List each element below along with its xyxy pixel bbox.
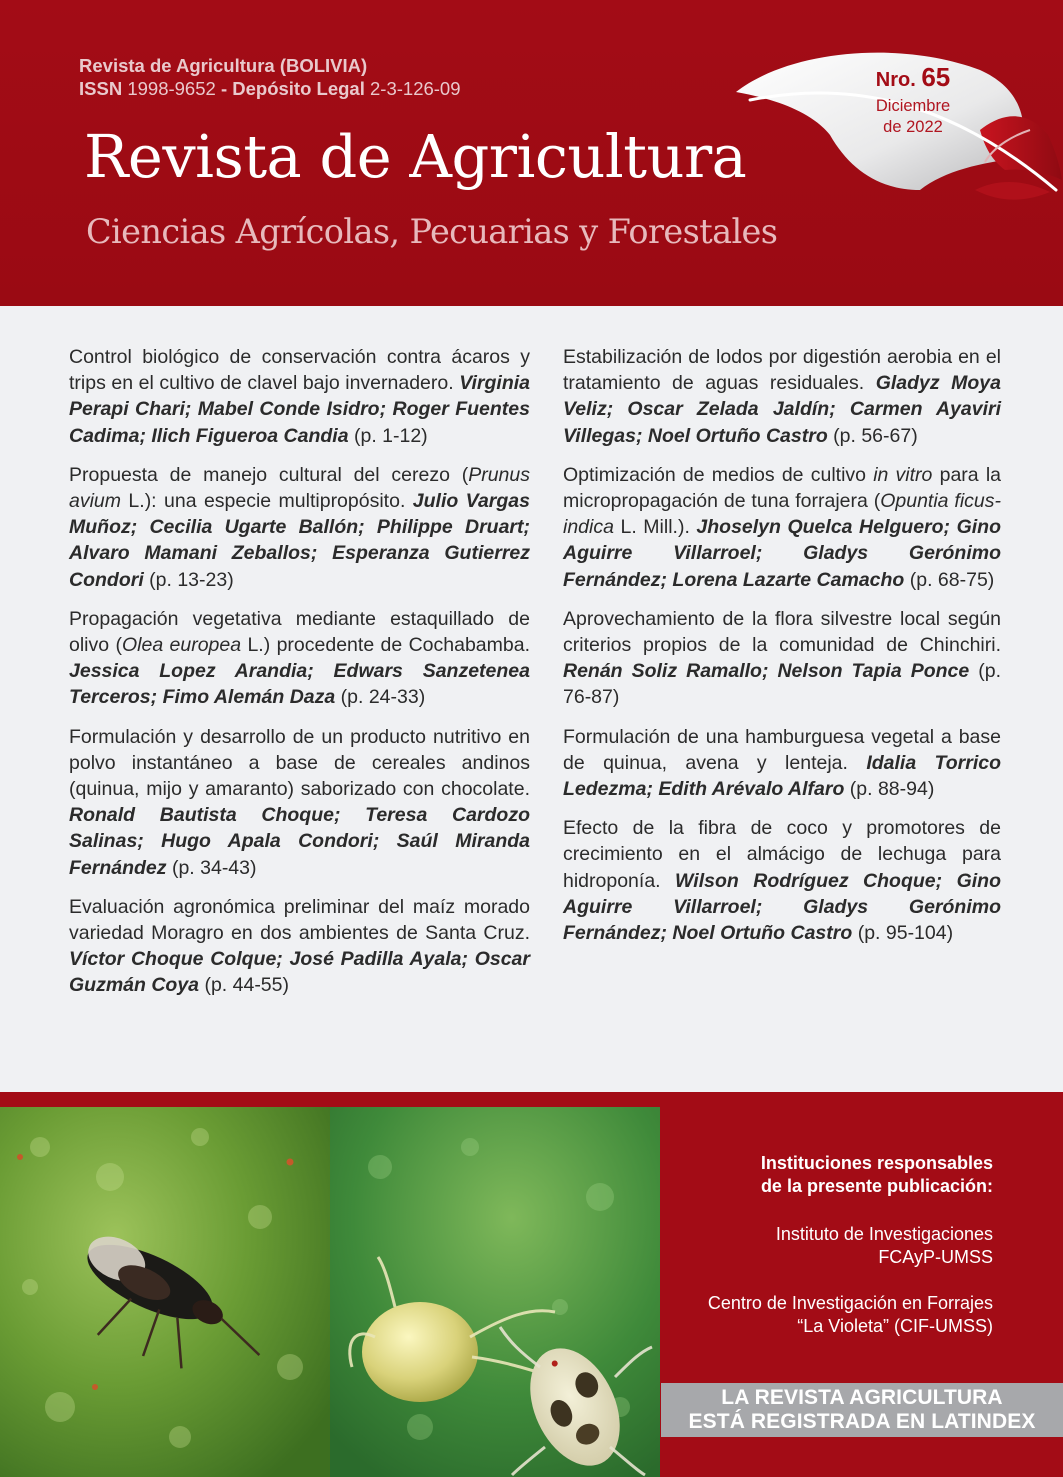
article-authors: Jessica Lopez Arandia; Edwars Sanzetenea Terceros; Fimo Alemán Daza: [69, 660, 530, 709]
article-title: Aprovechamiento de la flora silvestre local según criterios propios de la comunidad de Chinchiri.: [563, 607, 1001, 657]
article-title: Formulación y desarrollo de un producto nutritivo en polvo instantáneo a base de cereales andinos (quinua, mijo y amaranto) saborizado con chocolate.: [69, 725, 530, 801]
article-pages: (p. 88-94): [844, 778, 935, 801]
institution-name: Instituto de Investigaciones: [775, 1224, 993, 1244]
article-entry: [69, 894, 530, 999]
article-entry: [69, 462, 530, 593]
article-title: Evaluación agronómica preliminar del maíz morado variedad Moragro en dos ambientes de Santa Cruz.: [69, 895, 530, 945]
institution-affiliation: FCAyP-UMSS: [878, 1246, 993, 1267]
article-authors: Víctor Choque Colque; José Padilla Ayala; Oscar Guzmán Coya: [69, 948, 530, 997]
article-title-cont: L. Mill.).: [613, 516, 697, 539]
article-entry: [69, 606, 530, 711]
article-authors: Jhoselyn Quelca Helguero; Gino Aguirre Villarroel; Gladys Gerónimo Fernández; Lorena Lazarte Camacho: [563, 516, 1001, 591]
article-authors: Renán Soliz Ramallo; Nelson Tapia Ponce: [563, 660, 970, 683]
article-pages: (p. 44-55): [199, 974, 289, 997]
article-title: Optimización de medios de cultivo: [563, 463, 874, 486]
article-authors: Virginia Perapi Chari; Mabel Conde Isidro; Roger Fuentes Cadima; Ilich Figueroa Candia: [69, 372, 530, 447]
institution-name: Centro de Investigación en Forrajes: [707, 1293, 993, 1313]
articles-right-column: [563, 344, 1001, 959]
issue-number: 65: [921, 62, 951, 92]
italic-term: in vitro: [873, 463, 933, 486]
article-title-cont: L.) procedente de Cochabamba.: [241, 634, 530, 657]
institution-affiliation: “La Violeta” (CIF-UMSS): [797, 1315, 993, 1336]
article-pages: (p. 34-43): [166, 856, 257, 879]
article-entry: [69, 344, 530, 449]
species-name: Opuntia ficus-indica: [563, 490, 1001, 539]
cover-header: [0, 0, 1063, 306]
issn-label: ISSN: [79, 78, 123, 99]
species-name: Prunus avium: [69, 463, 530, 513]
issue-label: Nro.: [875, 69, 916, 91]
article-authors: Wilson Rodríguez Choque; Gino Aguirre Villarroel; Gladys Gerónimo Fernández; Noel Ortuño Castro: [563, 869, 1001, 945]
issue-month: Diciembre: [875, 97, 951, 115]
article-entry: [563, 724, 1001, 803]
issue-info: [838, 62, 988, 138]
article-authors: Gladyz Moya Veliz; Oscar Zelada Jaldín; Carmen Ayaviri Villegas; Noel Ortuño Castro: [563, 372, 1001, 447]
publication-meta: [79, 54, 461, 100]
article-title-cont: para la micropropagación de tuna forrajera (: [563, 463, 1001, 513]
article-pages: (p. 56-67): [827, 424, 918, 447]
article-title: Control biológico de conservación contra ácaros y trips en el cultivo de clavel bajo invernadero.: [69, 346, 530, 395]
institutions-heading-line: Instituciones responsables: [760, 1153, 993, 1173]
article-title: Propagación vegetativa mediante estaquillado de olivo (: [69, 607, 530, 657]
deposit-label: - Depósito Legal: [215, 78, 365, 99]
article-title: Formulación de una hamburguesa vegetal a base de quinua, avena y lenteja.: [563, 725, 1001, 774]
latindex-line: LA REVISTA AGRICULTURA: [721, 1386, 1003, 1409]
article-authors: Julio Vargas Muñoz; Cecilia Ugarte Ballón; Philippe Druart; Alvaro Mamani Zeballos; Esperanza Gutierrez Condori: [69, 490, 530, 591]
latindex-banner: [661, 1383, 1063, 1437]
article-pages: (p. 24-33): [335, 686, 426, 709]
latindex-line: ESTÁ REGISTRADA EN LATINDEX: [688, 1410, 1036, 1433]
issue-year: de 2022: [883, 118, 943, 136]
publication-line: Revista de Agricultura (BOLIVIA): [79, 55, 368, 76]
article-authors: Ronald Bautista Choque; Teresa Cardozo Salinas; Hugo Apala Condori; Saúl Miranda Fernández: [69, 804, 530, 879]
article-pages: (p. 76-87): [563, 660, 1001, 709]
article-title: Estabilización de lodos por digestión aerobia en el tratamiento de aguas residuales.: [563, 346, 1001, 395]
article-title: Efecto de la fibra de coco y promotores de crecimiento en el almácigo de lechuga para hidroponía.: [563, 817, 1001, 892]
issn-value: 1998-9652: [127, 78, 216, 99]
institution-entry: [776, 1223, 993, 1268]
article-authors: Idalia Torrico Ledezma; Edith Arévalo Alfaro: [563, 751, 1001, 801]
article-entry: [563, 344, 1001, 449]
issn-line: [79, 77, 461, 100]
articles-left-column: [69, 344, 530, 1012]
cover-photo: [0, 1107, 660, 1477]
species-name: Olea europea: [121, 634, 242, 657]
article-pages: (p. 68-75): [904, 568, 995, 591]
magazine-subtitle: Ciencias Agrícolas, Pecuarias y Forestales: [86, 212, 778, 251]
article-entry: [69, 724, 530, 881]
magazine-title: Revista de Agricultura: [84, 122, 747, 191]
article-pages: (p. 95-104): [852, 922, 954, 945]
article-entry: [563, 606, 1001, 711]
institutions-heading: [761, 1152, 993, 1197]
issue-number-line: [838, 62, 988, 93]
deposit-value: 2-3-126-09: [370, 78, 461, 99]
institutions-heading-line: de la presente publicación:: [760, 1175, 993, 1196]
article-entry: [563, 462, 1001, 593]
article-pages: (p. 13-23): [143, 568, 234, 591]
article-title-cont: L.): una especie multipropósito.: [121, 490, 413, 513]
issue-date: [838, 96, 988, 138]
article-entry: [563, 815, 1001, 946]
institution-entry: [708, 1292, 993, 1337]
article-pages: (p. 1-12): [348, 424, 428, 447]
article-title: Propuesta de manejo cultural del cerezo (: [69, 463, 469, 486]
